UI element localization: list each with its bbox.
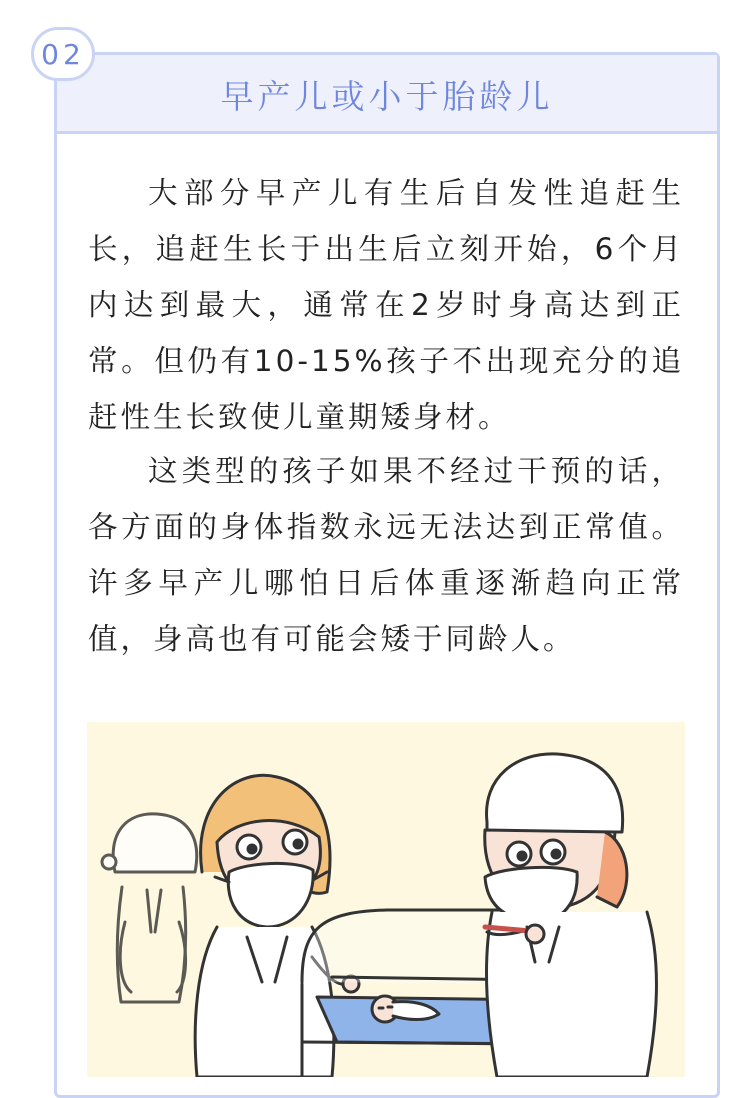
illustration-drawing — [87, 722, 685, 1077]
section-number-badge: 02 — [31, 27, 95, 81]
paragraph-intervention: 这类型的孩子如果不经过干预的话，各方面的身体指数永远无法达到正常值。许多早产儿哪怕日后体重逐渐趋向正常值，身高也有可能会矮于同龄人。 — [88, 454, 684, 656]
section-header — [57, 55, 717, 134]
nurse-right — [485, 754, 657, 1077]
background-doctor — [102, 814, 197, 1002]
paragraph-catch-up-growth: 大部分早产儿有生后自发性追赶生长，追赶生长于出生后立刻开始，6个月内达到最大，通常在2岁时身高达到正常。但仍有10-15%孩子不出现充分的追赶性生长致使儿童期矮身材。 — [88, 176, 684, 434]
nurses-incubator-illustration — [87, 722, 685, 1077]
section-title: 早产儿或小于胎龄儿 — [220, 77, 554, 116]
